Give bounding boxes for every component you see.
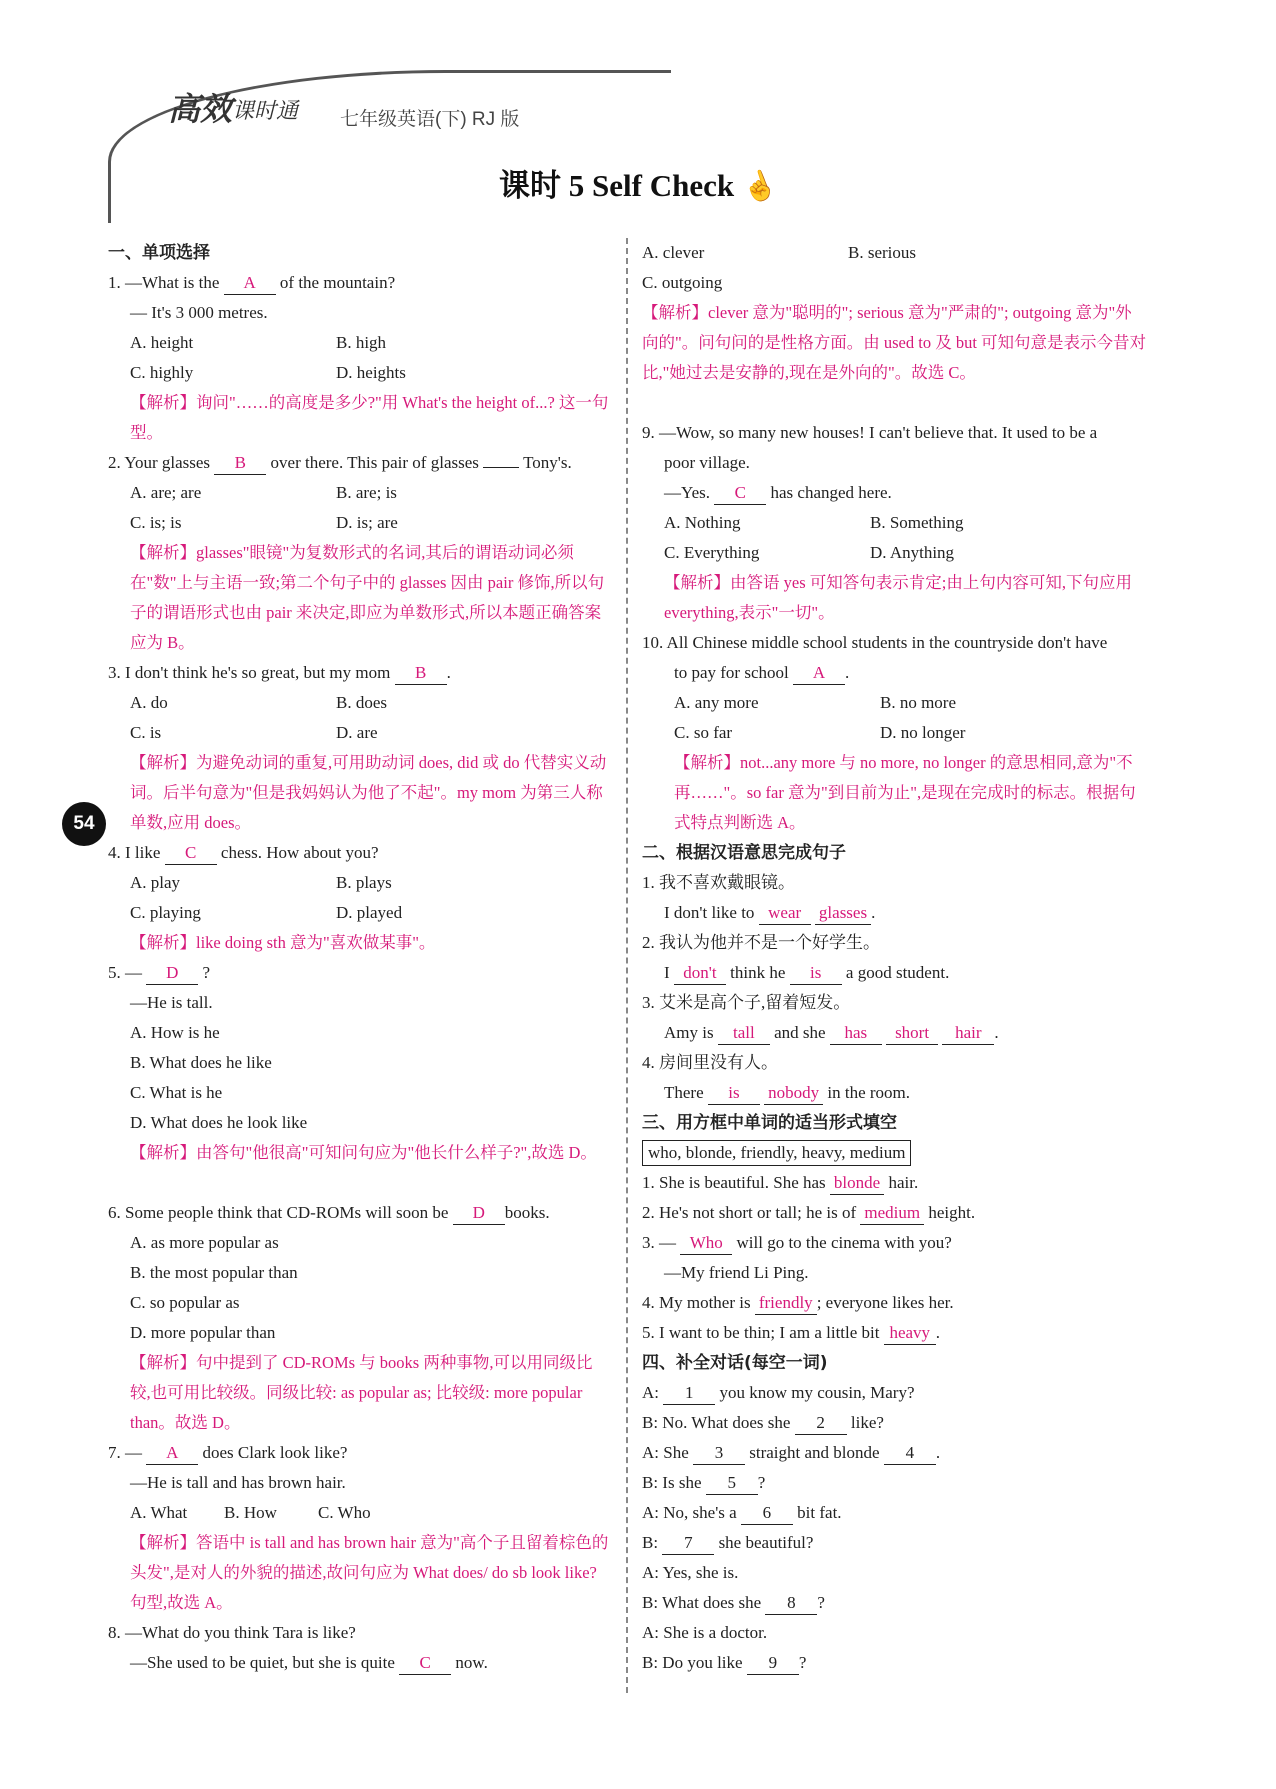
options-row: A. Nothing B. Something <box>664 513 964 532</box>
dialogue-line: A: She 3 straight and blonde 4 . <box>642 1438 1148 1468</box>
section-heading: 一、单项选择 <box>108 243 210 263</box>
option: D. What does he look like <box>130 1113 308 1132</box>
explanation: 【解析】答语中 is tall and has brown hair 意为"高个子且留着棕色的头发",是对人的外貌的描述,故问句应为 What does/ do sb look like? 句型,故选 A。 <box>130 1533 609 1612</box>
dialogue-line: A: Yes, she is. <box>642 1563 739 1582</box>
answer-blank[interactable]: heavy <box>884 1322 936 1345</box>
options-row: C. highly D. heights <box>130 363 406 382</box>
options-row: A. clever B. serious <box>642 243 916 262</box>
page-header <box>108 60 1158 140</box>
fill-sentence: —My friend Li Ping. <box>664 1263 809 1282</box>
explanation: 【解析】clever 意为"聪明的"; serious 意为"严肃的"; outgoing 意为"外向的"。问句问的是性格方面。由 used to 及 but 可知句意是表示今昔对比,"她过去是安静的,现在是外向的"。故选 C。 <box>642 303 1147 382</box>
options-row: C. playing D. played <box>130 903 403 922</box>
question-stem: 10. All Chinese middle school students in the countryside don't have <box>642 633 1108 652</box>
dialogue-line: B: 7 she beautiful? <box>642 1528 1148 1558</box>
book-info: 七年级英语(下) RJ 版 <box>340 109 520 130</box>
answer-blank[interactable]: glasses <box>815 902 871 925</box>
question-line: — It's 3 000 metres. <box>130 303 268 322</box>
options-row: A. play B. plays <box>130 873 392 892</box>
fill-sentence: 1. She is beautiful. She has blonde hair. <box>642 1168 1148 1198</box>
answer-blank[interactable]: tall <box>718 1022 770 1045</box>
dialogue-blank[interactable]: 6 <box>741 1502 793 1525</box>
column-divider <box>626 238 628 1693</box>
options-row: A. any more B. no more <box>674 693 957 712</box>
empty-blank[interactable] <box>483 467 519 468</box>
question-stem: 5. — D ? <box>108 958 612 988</box>
fill-sentence: 5. I want to be thin; I am a little bit heavy . <box>642 1318 1148 1348</box>
fill-sentence: 3. — Who will go to the cinema with you? <box>642 1228 1148 1258</box>
answer-blank[interactable]: hair <box>942 1022 994 1045</box>
page-title-text: 课时 5 Self Check <box>499 168 735 203</box>
answer-blank[interactable]: Who <box>680 1232 732 1255</box>
right-column <box>642 238 1148 1678</box>
section-heading: 二、根据汉语意思完成句子 <box>642 843 846 863</box>
section-heading: 四、补全对话(每空一词) <box>642 1353 828 1373</box>
options-row: C. is D. are <box>130 723 378 742</box>
option: C. outgoing <box>642 273 723 292</box>
answer-blank[interactable]: C <box>714 482 766 505</box>
answer-blank[interactable]: D <box>146 962 198 985</box>
dialogue-line: A: No, she's a 6 bit fat. <box>642 1498 1148 1528</box>
english-sentence: There is nobody in the room. <box>642 1078 1148 1108</box>
answer-blank[interactable]: friendly <box>755 1292 817 1315</box>
dialogue-line: B: Do you like 9 ? <box>642 1648 1148 1678</box>
option: A. How is he <box>130 1023 220 1042</box>
english-sentence: I don't like to wear glasses . <box>642 898 1148 928</box>
answer-blank[interactable]: A <box>146 1442 198 1465</box>
answer-blank[interactable]: is <box>790 962 842 985</box>
chinese-prompt: 1. 我不喜欢戴眼镜。 <box>642 873 795 892</box>
dialogue-line: B: Is she 5 ? <box>642 1468 1148 1498</box>
options-row: C. is; is D. is; are <box>130 513 398 532</box>
answer-blank[interactable]: is <box>708 1082 760 1105</box>
explanation: 【解析】glasses"眼镜"为复数形式的名词,其后的谓语动词必须在"数"上与主语一致;第二个句子中的 glasses 因由 pair 修饰,所以句子的谓语形式也由 pair 来决定,即应为单数形式,所以本题正确答案应为 B。 <box>130 543 605 652</box>
section-heading: 三、用方框中单词的适当形式填空 <box>642 1113 897 1133</box>
dialogue-line: A: She is a doctor. <box>642 1623 768 1642</box>
explanation: 【解析】为避免动词的重复,可用助动词 does, did 或 do 代替实义动词。后半句意为"但是我妈妈认为他了不起"。my mom 为第三人称单数,应用 does。 <box>130 753 607 832</box>
brand-sub: 课时通 <box>232 98 299 123</box>
answer-blank[interactable]: has <box>830 1022 882 1045</box>
question-line: —He is tall and has brown hair. <box>130 1473 346 1492</box>
dialogue-blank[interactable]: 2 <box>795 1412 847 1435</box>
explanation: 【解析】由答语 yes 可知答句表示肯定;由上句内容可知,下句应用 everything,表示"一切"。 <box>664 573 1132 622</box>
answer-blank[interactable]: C <box>165 842 217 865</box>
options-row: C. so far D. no longer <box>674 723 966 742</box>
question-stem: 6. Some people think that CD-ROMs will soon be D books. <box>108 1198 612 1228</box>
answer-blank[interactable]: short <box>886 1022 938 1045</box>
option: A. as more popular as <box>130 1233 279 1252</box>
brand-main: 高效 <box>168 91 233 127</box>
dialogue-line: A: 1 you know my cousin, Mary? <box>642 1378 1148 1408</box>
dialogue-blank[interactable]: 1 <box>663 1382 715 1405</box>
question-stem: 2. Your glasses B over there. This pair of glasses Tony's. <box>108 448 612 478</box>
option: B. What does he like <box>130 1053 272 1072</box>
options-row: A. do B. does <box>130 693 387 712</box>
answer-blank[interactable]: A <box>793 662 845 685</box>
explanation: 【解析】句中提到了 CD-ROMs 与 books 两种事物,可以用同级比较,也可用比较级。同级比较: as popular as; 比较级: more popular than。故选 D。 <box>130 1353 593 1432</box>
options-row: A. are; are B. are; is <box>130 483 397 502</box>
dialogue-blank[interactable]: 7 <box>662 1532 714 1555</box>
word-box: who, blonde, friendly, heavy, medium <box>642 1140 911 1166</box>
dialogue-blank[interactable]: 5 <box>706 1472 758 1495</box>
answer-blank[interactable]: medium <box>860 1202 924 1225</box>
option: C. What is he <box>130 1083 223 1102</box>
answer-blank[interactable]: wear <box>759 902 811 925</box>
page-number: 54 <box>62 802 106 846</box>
question-stem: 4. I like C chess. How about you? <box>108 838 612 868</box>
answer-blank[interactable]: nobody <box>764 1082 823 1105</box>
explanation: 【解析】not...any more 与 no more, no longer 的意思相同,意为"不再……"。so far 意为"到目前为止",是现在完成时的标志。根据句式特点判断选 A。 <box>674 753 1136 832</box>
options-row: C. Everything D. Anything <box>664 543 955 562</box>
english-sentence: Amy is tall and she has short hair . <box>642 1018 1148 1048</box>
question-stem: 8. —What do you think Tara is like? <box>108 1623 356 1642</box>
answer-blank[interactable]: C <box>399 1652 451 1675</box>
dialogue-line: B: What does she 8 ? <box>642 1588 1148 1618</box>
answer-blank[interactable]: A <box>224 272 276 295</box>
question-stem: 1. —What is the A of the mountain? <box>108 268 612 298</box>
explanation: 【解析】like doing sth 意为"喜欢做某事"。 <box>130 933 436 952</box>
question-line: —He is tall. <box>130 993 213 1012</box>
word-box-row <box>642 1138 1148 1168</box>
option: D. more popular than <box>130 1323 276 1342</box>
dialogue-blank[interactable]: 3 <box>693 1442 745 1465</box>
dialogue-blank[interactable]: 9 <box>747 1652 799 1675</box>
page-title <box>0 160 1276 208</box>
question-line: —Yes. C has changed here. <box>642 478 1148 508</box>
answer-blank[interactable]: B <box>214 452 266 475</box>
question-stem: 9. —Wow, so many new houses! I can't believe that. It used to be a <box>642 423 1098 442</box>
chinese-prompt: 2. 我认为他并不是一个好学生。 <box>642 933 880 952</box>
fill-sentence: 2. He's not short or tall; he is of medium height. <box>642 1198 1148 1228</box>
dialogue-line: B: No. What does she 2 like? <box>642 1408 1148 1438</box>
option: B. the most popular than <box>130 1263 298 1282</box>
answer-blank[interactable]: B <box>395 662 447 685</box>
options-row: A. height B. high <box>130 333 387 352</box>
chinese-prompt: 3. 艾米是高个子,留着短发。 <box>642 993 851 1012</box>
dialogue-blank[interactable]: 8 <box>765 1592 817 1615</box>
answer-blank[interactable]: don't <box>674 962 726 985</box>
left-column <box>108 238 612 1678</box>
question-stem: 7. — A does Clark look like? <box>108 1438 612 1468</box>
explanation: 【解析】由答句"他很高"可知问句应为"他长什么样子?",故选 D。 <box>130 1143 597 1162</box>
options-row: A. What B. How C. Who <box>130 1503 371 1522</box>
answer-blank[interactable]: blonde <box>830 1172 884 1195</box>
option: C. so popular as <box>130 1293 240 1312</box>
english-sentence: I don't think he is a good student. <box>642 958 1148 988</box>
chinese-prompt: 4. 房间里没有人。 <box>642 1053 778 1072</box>
question-stem: 3. I don't think he's so great, but my mom B . <box>108 658 612 688</box>
question-line: poor village. <box>664 453 750 472</box>
question-line: —She used to be quiet, but she is quite C now. <box>108 1648 612 1678</box>
answer-blank[interactable]: D <box>453 1202 505 1225</box>
pointing-hand-icon: ☝ <box>738 166 782 208</box>
fill-sentence: 4. My mother is friendly ; everyone likes her. <box>642 1288 1148 1318</box>
explanation: 【解析】询问"……的高度是多少?"用 What's the height of...? 这一句型。 <box>130 393 609 442</box>
question-line: to pay for school A . <box>642 658 1148 688</box>
dialogue-blank[interactable]: 4 <box>884 1442 936 1465</box>
